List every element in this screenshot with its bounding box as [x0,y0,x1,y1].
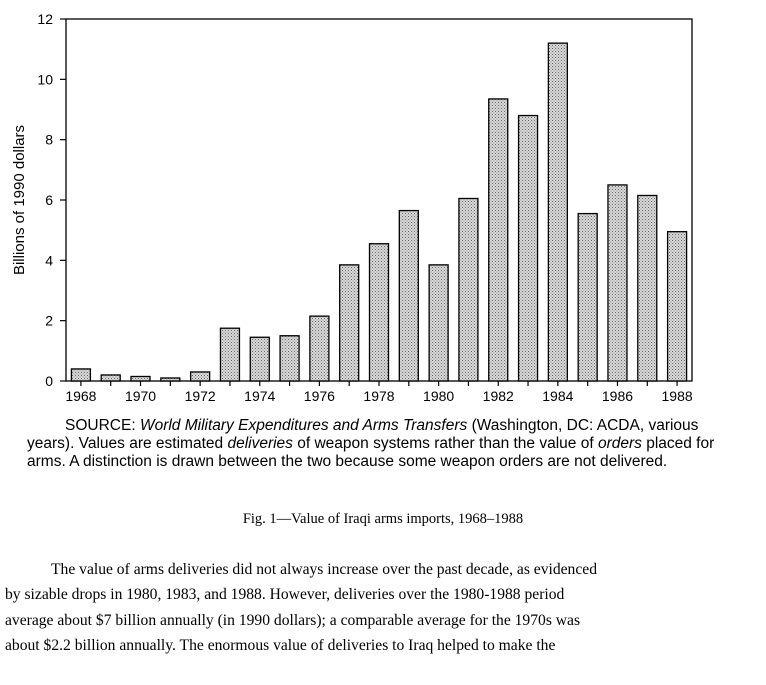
bars [71,43,686,381]
x-tick-label: 1986 [601,388,634,404]
y-tick-label: 0 [45,373,53,389]
source-middle: of weapon systems rather than the value of [292,435,598,452]
y-tick-label: 12 [37,11,53,27]
bar-1984 [548,43,567,381]
body-line: The value of arms deliveries did not always increase over the past decade, as evidenced [51,561,597,578]
bar-1975 [280,336,299,381]
source-title: World Military Expenditures and Arms Transfers [139,417,468,434]
body-line: about $2.2 billion annually. The enormous value of deliveries to Iraq helped to make the [5,636,556,654]
source-rest: placed for arms. A distinction is drawn between the two because some weapon orders are not delivered. [27,435,715,470]
source-deliveries: deliveries [227,435,293,452]
bar-1976 [310,316,329,381]
bar-1988 [668,232,687,381]
y-tick-label: 8 [45,131,53,148]
bar-1972 [191,372,210,381]
x-tick-label: 1988 [661,388,693,404]
bar-1981 [459,198,478,381]
x-tick-label: 1972 [184,388,216,404]
x-tick-label: 1970 [124,388,157,404]
x-tick-label: 1980 [423,388,455,404]
y-axis-title: Billions of 1990 dollars [11,124,28,276]
y-ticks [37,11,66,389]
bar-1970 [131,376,150,381]
bar-1969 [101,375,120,381]
x-tick-label: 1982 [482,388,514,404]
body-line: by sizable drops in 1980, 1983, and 1988. However, deliveries over the 1980-1988 period [5,586,565,604]
bar-1968 [71,369,90,381]
x-tick-label: 1974 [244,388,276,404]
x-tick-label: 1984 [542,388,574,404]
bar-1987 [638,195,657,381]
bar-1977 [340,265,359,381]
bar-1979 [399,211,418,381]
bar-1978 [370,244,389,381]
body-paragraph [5,557,745,658]
x-tick-label: 1976 [303,388,335,404]
bar-1986 [608,185,627,381]
source-label: SOURCE: [65,417,136,434]
source-orders: orders [597,435,642,452]
y-tick-label: 2 [45,312,53,329]
source-publisher: (Washington, DC: ACDA, various years). Values are estimated [27,417,699,452]
y-tick-label: 10 [37,71,53,88]
body-line: average about $7 billion annually (in 1990 dollars); a comparable average for the 1970s was [5,611,581,629]
bar-1971 [161,378,180,381]
x-tick-label: 1978 [363,388,395,404]
bar-1973 [220,328,239,381]
figure-caption: Fig. 1—Value of Iraqi arms imports, 1968–1988 [242,511,524,527]
bar-1974 [250,337,269,381]
y-tick-label: 6 [45,192,53,208]
x-tick-label: 1968 [65,388,97,404]
bar-1983 [519,116,538,381]
bar-1982 [489,99,508,381]
source-note [27,417,732,471]
y-tick-label: 4 [45,252,53,269]
bar-1980 [429,265,448,381]
x-ticks [65,381,693,404]
bar-1985 [578,214,597,381]
